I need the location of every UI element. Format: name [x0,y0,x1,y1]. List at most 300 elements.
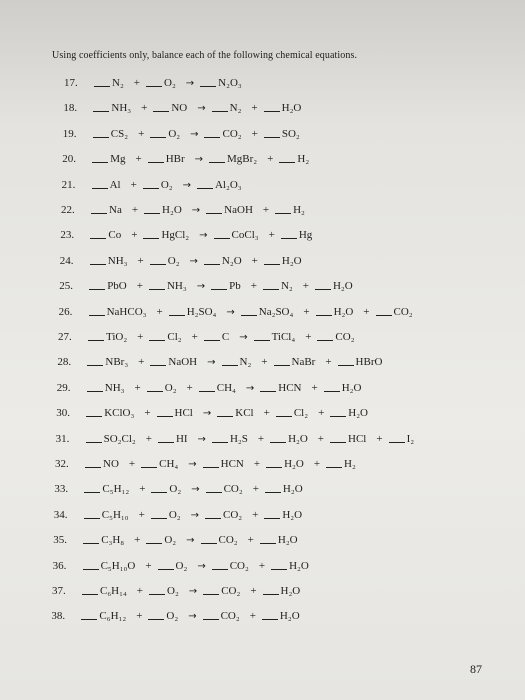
coefficient-blank[interactable] [264,508,280,519]
reactant-formula: Co [108,229,122,242]
plus-sign: + [136,280,143,293]
coefficient-blank[interactable] [317,330,333,341]
page-number: 87 [470,662,482,676]
equation-number: 17. [64,77,78,89]
equation-number: 27. [58,331,72,343]
plus-sign: + [303,305,310,318]
coefficient-blank[interactable] [81,609,97,620]
coefficient-blank[interactable] [143,228,159,239]
reactant-formula: PbO [107,280,127,293]
equation-row [53,533,301,549]
reactant-formula: O₂ [167,254,180,267]
reactant-formula: NO [103,458,119,470]
reactant-formula: O₂ [164,381,177,394]
equation-number: 20. [62,153,76,166]
reactant-formula: O₂ [166,610,179,623]
coefficient-blank[interactable] [91,203,107,214]
product-formula: HCN [278,381,302,394]
plus-sign: + [145,559,152,572]
product-formula: HCN [220,458,244,470]
reaction-arrow-icon: → [191,484,200,496]
plus-sign: + [131,229,138,242]
equation-row [61,203,309,219]
reactant-formula: H₂SO₄ [186,305,217,318]
equation-row [54,482,306,498]
coefficient-blank[interactable] [92,152,108,163]
equation-number: 30. [56,407,70,420]
reactant-formula: CS₂ [110,127,129,140]
reactant-formula: NH₃ [166,280,187,293]
coefficient-blank[interactable] [209,152,225,163]
equation-row [60,228,316,244]
coefficient-blank[interactable] [89,279,105,290]
product-formula: H₂O [284,458,304,470]
reactant-formula: C₅H₁₀ [101,508,129,521]
reactant-formula: H₂O [162,204,182,216]
equation-row [62,152,313,168]
reaction-arrow-icon: → [196,281,206,293]
equation-row [57,381,366,397]
product-formula: N₂ [229,102,242,115]
coefficient-blank[interactable] [315,279,331,290]
plus-sign: + [130,178,137,191]
reactant-formula: NH₃ [107,254,128,267]
reaction-arrow-icon: → [186,535,195,547]
coefficient-blank[interactable] [146,533,162,544]
reactant-formula: NO [171,102,188,115]
plus-sign: + [139,483,146,496]
product-formula: H₂O [282,483,303,496]
coefficient-blank[interactable] [254,330,270,341]
reactant-formula: NaHCO₃ [106,305,147,318]
coefficient-blank[interactable] [147,381,163,392]
coefficient-blank[interactable] [275,203,291,214]
plus-sign: + [250,585,257,597]
coefficient-blank[interactable] [201,533,217,544]
coefficient-blank[interactable] [200,76,216,87]
reaction-arrow-icon: → [197,103,206,115]
reaction-arrow-icon: → [194,154,204,166]
plus-sign: + [258,559,266,572]
coefficient-blank[interactable] [151,482,167,493]
equation-number: 36. [52,559,67,572]
product-formula: HCl [348,432,367,445]
plus-sign: + [302,280,309,293]
reactant-formula: HBr [165,153,185,166]
equation-number: 38. [51,610,66,623]
plus-sign: + [128,458,136,470]
coefficient-blank[interactable] [90,228,106,239]
reactant-formula: O₂ [167,585,179,597]
product-formula: KCl [235,407,254,420]
coefficient-blank[interactable] [149,330,165,341]
product-formula: CoCl₃ [231,229,259,242]
plus-sign: + [131,204,139,216]
equation-number: 26. [58,305,73,318]
reaction-arrow-icon: → [202,408,212,420]
product-formula: CO₂ [220,610,240,623]
equation-row [54,508,306,524]
coefficient-blank[interactable] [148,152,164,163]
plus-sign: + [267,153,274,166]
reactant-formula: HI [175,432,188,445]
coefficient-blank[interactable] [263,279,279,290]
reactant-formula: SO₂Cl₂ [103,432,136,445]
coefficient-blank[interactable] [262,609,278,620]
product-formula: I₂ [406,432,415,445]
equation-row [59,279,356,295]
plus-sign: + [305,331,312,343]
coefficient-blank[interactable] [87,355,103,366]
reactant-formula: C₆H₁₂ [99,610,127,623]
plus-sign: + [253,458,261,470]
equation-row [52,584,304,600]
coefficient-blank[interactable] [144,203,160,214]
reaction-arrow-icon: → [189,255,198,267]
coefficient-blank[interactable] [263,584,279,595]
coefficient-blank[interactable] [271,559,287,570]
plus-sign: + [133,77,140,89]
plus-sign: + [311,381,318,394]
plus-sign: + [250,280,257,293]
reaction-arrow-icon: → [207,357,216,369]
product-formula: H₂ [344,458,356,470]
reaction-arrow-icon: → [239,332,248,343]
coefficient-blank[interactable] [150,355,166,366]
coefficient-blank[interactable] [204,127,220,138]
reactant-formula: O₂ [164,534,177,547]
reaction-arrow-icon: → [182,179,191,191]
coefficient-blank[interactable] [324,381,340,392]
reaction-arrow-icon: → [188,611,197,623]
equation-number: 29. [56,381,71,394]
plus-sign: + [137,331,144,343]
reaction-arrow-icon: → [191,205,201,216]
coefficient-blank[interactable] [85,457,101,468]
equation-row [53,559,313,575]
coefficient-blank[interactable] [264,127,280,138]
plus-sign: + [325,356,332,369]
product-formula: H₂ [293,204,305,216]
reaction-arrow-icon: → [188,459,197,470]
coefficient-blank[interactable] [264,254,280,265]
plus-sign: + [134,381,141,394]
coefficient-blank[interactable] [158,432,174,443]
instructions-text: Using coefficients only, balance each of the following chemical equations. [52,50,358,61]
coefficient-blank[interactable] [149,584,165,595]
equation-number: 19. [62,127,77,140]
coefficient-blank[interactable] [203,457,219,468]
coefficient-blank[interactable] [274,355,290,366]
coefficient-blank[interactable] [149,279,165,290]
reaction-arrow-icon: → [197,433,206,445]
coefficient-blank[interactable] [150,254,166,265]
plus-sign: + [251,127,258,140]
coefficient-blank[interactable] [83,533,99,544]
reaction-arrow-icon: → [226,306,235,318]
coefficient-blank[interactable] [265,482,281,493]
equation-row [51,609,303,625]
product-formula: NaBr [291,356,316,369]
coefficient-blank[interactable] [203,609,219,620]
product-formula: H₂O [279,610,300,623]
reactant-formula: Cl₂ [167,331,182,343]
plus-sign: + [191,331,198,343]
plus-sign: + [186,381,193,394]
plus-sign: + [261,356,268,369]
coefficient-blank[interactable] [93,101,109,112]
coefficient-blank[interactable] [338,355,354,366]
plus-sign: + [138,127,145,140]
plus-sign: + [257,432,265,445]
coefficient-blank[interactable] [169,305,185,316]
product-formula: H₂O [288,432,308,445]
coefficient-blank[interactable] [158,559,174,570]
equation-row [57,355,386,371]
equation-number: 28. [57,356,72,369]
product-formula: Al₂O₃ [214,178,242,191]
equation-number: 21. [61,178,76,191]
reactant-formula: O₂ [169,483,182,496]
equation-number: 23. [60,229,75,242]
coefficient-blank[interactable] [150,127,166,138]
coefficient-blank[interactable] [241,305,257,316]
reaction-arrow-icon: → [185,78,195,89]
equation-number: 25. [59,280,73,293]
coefficient-blank[interactable] [82,584,98,595]
coefficient-blank[interactable] [83,559,99,570]
plus-sign: + [144,407,151,420]
reactant-formula: HgCl₂ [161,229,190,242]
equation-number: 24. [59,254,74,267]
coefficient-blank[interactable] [212,101,228,112]
coefficient-blank[interactable] [86,406,102,417]
coefficient-blank[interactable] [203,584,219,595]
reactant-formula: HCl [174,407,193,420]
product-formula: MgBr₂ [227,153,258,166]
coefficient-blank[interactable] [260,381,276,392]
product-formula: NaOH [224,204,253,216]
coefficient-blank[interactable] [326,457,342,468]
coefficient-blank[interactable] [214,228,230,239]
coefficient-blank[interactable] [143,178,159,189]
reaction-arrow-icon: → [188,586,198,597]
coefficient-blank[interactable] [84,482,100,493]
coefficient-blank[interactable] [94,76,110,87]
product-formula: CO₂ [223,483,243,496]
coefficient-blank[interactable] [87,381,103,392]
coefficient-blank[interactable] [88,330,104,341]
equation-row [60,254,306,270]
reactant-formula: NH₃ [111,102,132,115]
equation-row [59,305,417,321]
product-formula: N₂O [221,254,242,267]
reactant-formula: C₅H₁₀O [100,559,136,572]
equation-number: 35. [53,534,67,547]
product-formula: H₂O [348,407,369,420]
equation-row [63,101,305,117]
coefficient-blank[interactable] [330,406,346,417]
coefficient-blank[interactable] [222,355,238,366]
reaction-arrow-icon: → [197,560,206,572]
equation-number: 34. [53,508,68,521]
reactant-formula: NBr₃ [105,356,129,369]
coefficient-blank[interactable] [281,228,297,239]
plus-sign: + [136,610,143,623]
equation-number: 18. [63,102,78,115]
plus-sign: + [268,229,275,242]
coefficient-blank[interactable] [86,432,102,443]
product-formula: CO₂ [218,534,238,547]
product-formula: H₂O [282,508,303,521]
plus-sign: + [145,432,152,445]
reactant-formula: C₆H₁₄ [100,585,127,597]
plus-sign: + [141,102,148,115]
reactant-formula: NH₃ [104,381,125,394]
reactant-formula: CH₄ [159,458,179,470]
coefficient-blank[interactable] [276,406,292,417]
plus-sign: + [249,610,256,623]
equation-row [58,330,359,346]
coefficient-blank[interactable] [204,254,220,265]
reactant-formula: O₂ [168,508,181,521]
product-formula: H₂O [333,305,354,318]
reactant-formula: Na [109,204,122,216]
plus-sign: + [251,254,258,267]
product-formula: Hg [298,229,313,242]
plus-sign: + [318,407,325,420]
plus-sign: + [137,254,144,267]
reaction-arrow-icon: → [245,382,255,394]
coefficient-blank[interactable] [84,508,100,519]
product-formula: H₂O [280,585,301,597]
coefficient-blank[interactable] [270,432,286,443]
reaction-arrow-icon: → [199,230,208,242]
reactant-formula: Al [109,178,121,191]
coefficient-blank[interactable] [266,457,282,468]
reactant-formula: C₃H₈ [101,534,125,547]
equation-row [62,178,246,194]
reactant-formula: C [221,331,230,343]
coefficient-blank[interactable] [199,381,215,392]
coefficient-blank[interactable] [89,305,105,316]
product-formula: Na₂SO₄ [258,305,294,318]
plus-sign: + [376,432,383,445]
product-formula: H₂O [281,102,302,115]
coefficient-blank[interactable] [141,457,157,468]
product-formula: N₂ [280,280,293,293]
product-formula: CO₂ [221,585,241,597]
reactant-formula: O₂ [160,178,173,191]
coefficient-blank[interactable] [316,305,332,316]
coefficient-blank[interactable] [148,609,164,620]
product-formula: H₂O [277,534,298,547]
equation-row [56,432,418,448]
equation-row [63,127,304,143]
coefficient-blank[interactable] [204,330,220,341]
reactant-formula: KClO₃ [104,407,135,420]
coefficient-blank[interactable] [212,559,228,570]
plus-sign: + [247,534,254,547]
plus-sign: + [263,407,270,420]
reactant-formula: N₂ [112,77,124,89]
product-formula: H₂O [341,381,362,394]
equation-number: 33. [54,483,69,496]
reactant-formula: TiO₂ [106,331,128,343]
coefficient-blank[interactable] [264,101,280,112]
coefficient-blank[interactable] [151,508,167,519]
coefficient-blank[interactable] [92,178,108,189]
plus-sign: + [136,585,144,597]
coefficient-blank[interactable] [260,533,276,544]
equation-row [56,406,372,422]
plus-sign: + [138,356,145,369]
plus-sign: + [138,508,145,521]
coefficient-blank[interactable] [197,178,213,189]
product-formula: H₂O [332,280,353,293]
product-formula: Pb [229,280,241,293]
product-formula: CO₂ [222,127,242,140]
coefficient-blank[interactable] [153,101,169,112]
coefficient-blank[interactable] [157,406,173,417]
equation-number: 31. [55,432,70,445]
reactant-formula: O₂ [175,559,188,572]
reactant-formula: NaOH [168,356,198,369]
product-formula: TiCl₄ [271,331,296,343]
product-formula: CO₂ [229,559,249,572]
coefficient-blank[interactable] [211,279,227,290]
reaction-arrow-icon: → [190,128,199,140]
coefficient-blank[interactable] [389,432,405,443]
plus-sign: + [317,432,325,445]
coefficient-blank[interactable] [279,152,295,163]
reactant-formula: O₂ [164,77,176,89]
equation-number: 22. [61,204,75,216]
reactant-formula: O₂ [168,127,181,140]
product-formula: H₂ [297,153,310,166]
plus-sign: + [252,483,259,496]
coefficient-blank[interactable] [206,203,222,214]
reactant-formula: Mg [110,153,126,166]
plus-sign: + [262,204,270,216]
plus-sign: + [252,508,259,521]
product-formula: CO₂ [335,331,355,343]
equation-number: 32. [55,458,69,470]
plus-sign: + [156,305,163,318]
equation-number: 37. [52,585,66,597]
coefficient-blank[interactable] [330,432,346,443]
reactant-formula: C₅H₁₂ [102,483,130,496]
coefficient-blank[interactable] [205,508,221,519]
plus-sign: + [135,153,142,166]
coefficient-blank[interactable] [212,432,228,443]
coefficient-blank[interactable] [376,305,392,316]
coefficient-blank[interactable] [146,76,162,87]
product-formula: CO₂ [393,305,413,318]
product-formula: N₂O₃ [218,77,242,89]
product-formula: HBrO [355,356,383,369]
product-formula: N₂ [239,356,252,369]
plus-sign: + [251,102,258,115]
equation-row [55,457,360,473]
plus-sign: + [134,534,141,547]
coefficient-blank[interactable] [90,254,106,265]
coefficient-blank[interactable] [93,127,109,138]
product-formula: SO₂ [281,127,300,140]
coefficient-blank[interactable] [217,406,233,417]
product-formula: H₂O [289,559,309,572]
coefficient-blank[interactable] [206,482,222,493]
